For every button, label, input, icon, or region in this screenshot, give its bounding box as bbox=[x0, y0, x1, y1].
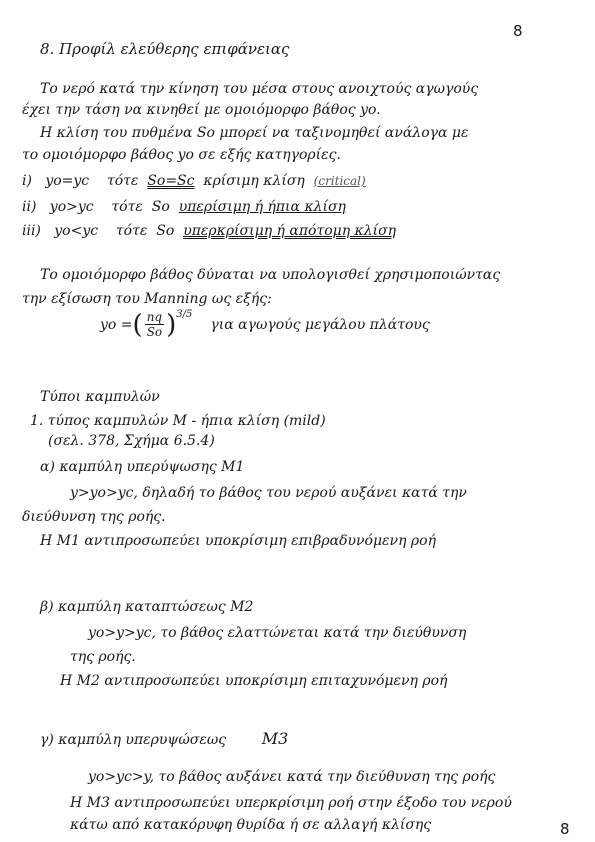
category-eq: So bbox=[151, 199, 170, 215]
curve-c-line-1: yo>yc>y, το βάθος αυξάνει κατά την διεύθυνση της ροής bbox=[88, 769, 496, 785]
category-tote: τότε bbox=[106, 173, 139, 189]
category-row-2 bbox=[22, 198, 346, 216]
intro-line-2: έχει την τάση να κινηθεί με ομοιόμορφο βάθος yo. bbox=[22, 102, 381, 118]
curve-a-line-2: διεύθυνση της ροής. bbox=[22, 509, 166, 525]
fraction-denominator: So bbox=[146, 325, 163, 339]
intro-line-1: Το νερό κατά την κίνηση του μέσα στους ανοιχτούς αγωγούς bbox=[40, 81, 479, 97]
curve-b-line-2: της ροής. bbox=[70, 649, 136, 665]
category-cond: yo=yc bbox=[45, 173, 90, 189]
category-eq: So=Sc bbox=[147, 173, 195, 189]
open-paren: ( bbox=[132, 309, 143, 340]
curve-b-title: β) καμπύλη καταπτώσεως Μ2 bbox=[40, 599, 254, 615]
curve-c-title: γ) καμπύλη υπερυψώσεως bbox=[40, 732, 227, 748]
page-number-bottom: 8 bbox=[560, 820, 570, 838]
category-note: (critical) bbox=[313, 174, 366, 188]
curves-title: Τύποι καμπυλών bbox=[40, 389, 160, 405]
curve-b-line-1: yo>y>yc, το βάθος ελαττώνεται κατά την διεύθυνση bbox=[88, 625, 467, 641]
fraction-numerator: nq bbox=[146, 310, 163, 324]
category-tote: τότε bbox=[115, 223, 148, 239]
curves-ref: (σελ. 378, Σχήμα 6.5.4) bbox=[48, 433, 215, 449]
manning-line-2: την εξίσωση του Manning ως εξής: bbox=[22, 291, 272, 307]
curve-c-line-3: κάτω από κατακόρυφη θυρίδα ή σε αλλαγή κλίσης bbox=[70, 817, 432, 833]
page-number-top: 8 bbox=[513, 22, 523, 40]
formula-lhs: yo = bbox=[100, 316, 133, 333]
category-desc: υπερκρίσιμη ή απότομη κλίση bbox=[183, 223, 397, 239]
category-num: ii) bbox=[22, 199, 37, 215]
category-desc: κρίσιμη κλίση bbox=[203, 173, 305, 189]
curve-a-line-3: Η Μ1 αντιπροσωπεύει υποκρίσιμη επιβραδυνόμενη ροή bbox=[40, 533, 436, 549]
curves-type-1: 1. τύπος καμπυλών Μ - ήπια κλίση (mild) bbox=[30, 413, 326, 429]
curve-a-line-1: y>yo>yc, δηλαδή το βάθος του νερού αυξάνει κατά την bbox=[70, 485, 467, 501]
formula-fraction bbox=[145, 310, 164, 339]
category-tote: τότε bbox=[111, 199, 143, 215]
manning-formula bbox=[100, 310, 430, 339]
section-heading: 8. Προφίλ ελεύθερης επιφάνειας bbox=[40, 40, 290, 58]
manning-line-1: Το ομοιόμορφο βάθος δύναται να υπολογισθεί χρησιμοποιώντας bbox=[40, 267, 501, 283]
curve-c-line-2: Η Μ3 αντιπροσωπεύει υπερκρίσιμη ροή στην έξοδο του νερού bbox=[70, 795, 512, 811]
category-eq: So bbox=[156, 223, 175, 239]
curve-c-title-row bbox=[40, 730, 288, 749]
category-row-1 bbox=[22, 172, 366, 190]
close-paren: ) bbox=[166, 309, 177, 340]
intro-line-4: το ομοιόμορφο βάθος yo σε εξής κατηγορίες. bbox=[22, 147, 341, 163]
category-num: i) bbox=[22, 173, 32, 189]
category-cond: yo>yc bbox=[49, 199, 94, 215]
curve-c-label: Μ3 bbox=[261, 729, 289, 748]
category-cond: yo<yc bbox=[54, 223, 99, 239]
formula-exponent: 3/5 bbox=[176, 309, 193, 320]
formula-rhs: για αγωγούς μεγάλου πλάτους bbox=[210, 316, 430, 333]
curve-a-title: α) καμπύλη υπερύψωσης Μ1 bbox=[40, 459, 245, 475]
curve-b-line-3: Η Μ2 αντιπροσωπεύει υποκρίσιμη επιταχυνόμενη ροή bbox=[60, 673, 448, 689]
category-num: iii) bbox=[22, 223, 41, 239]
intro-line-3: Η κλίση του πυθμένα So μπορεί να ταξινομηθεί ανάλογα με bbox=[40, 125, 469, 141]
category-row-3 bbox=[22, 222, 396, 240]
category-desc: υπερίσιμη ή ήπια κλίση bbox=[178, 199, 346, 215]
